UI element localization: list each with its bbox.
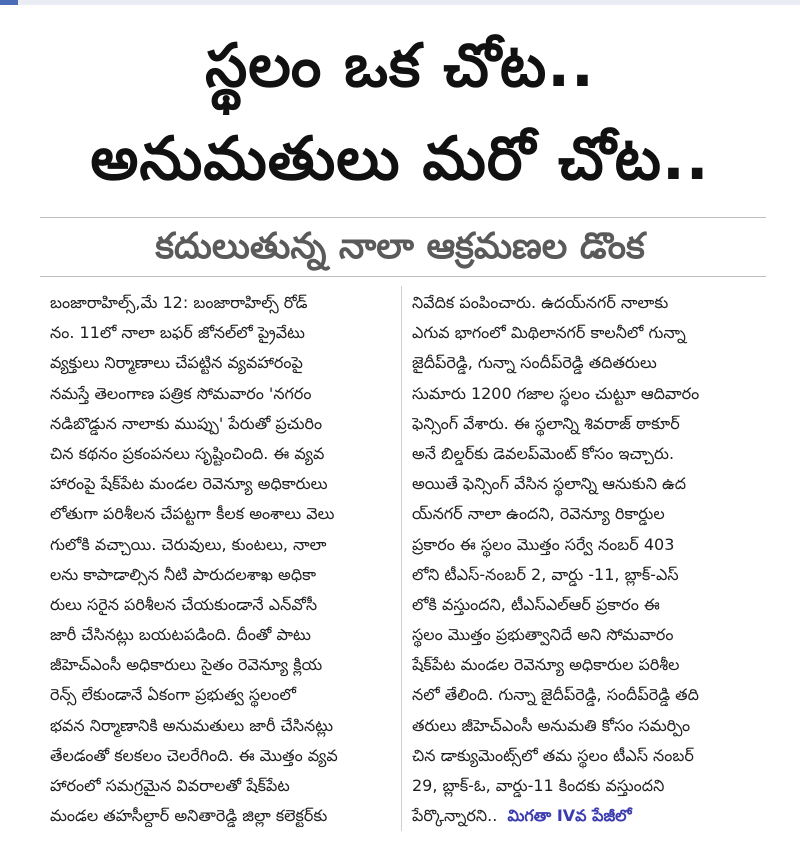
text-line: షేక్‌పేట మండల రెవెన్యూ అధికారుల పరిశీల [412,655,680,675]
text-line: నలో తేలింది. గున్నా జైదీప్‌రెడ్డి, సందీప్‌రెడ్డి తది [412,685,699,705]
text-line: రెన్స్ లేకుండానే ఏకంగా ప్రభుత్వ స్థలంలో [50,685,297,705]
text-line: చిన డాక్యుమెంట్స్‌లో తమ స్థలం టీఎస్ నంబర్ [412,745,694,765]
text-line: రులు సరైన పరిశీలన చేయకుండానే ఎన్‌వోసీ [50,594,318,614]
text-line: జైదీప్‌రెడ్డి, గున్నా సందీప్‌రెడ్డి తదితరులు [412,353,657,373]
article-column-right [412,288,762,831]
text-line: మండల తహసీల్దార్ అనితారెడ్డి జిల్లా కలెక్టర్‌కు [50,806,328,826]
text-line: ప్రకారం ఈ స్థలం మొత్తం సర్వే నంబర్ 403 [412,534,675,554]
text-line: అనే బిల్డర్‌కు డెవలప్‌మెంట్ కోసం ఇచ్చారు. [412,443,675,463]
text-line: ఎగువ భాగంలో మిథిలానగర్ కాలనీలో గున్నా [412,323,686,343]
subheadline: కదులుతున్న నాలా ఆక్రమణల డొంక [155,226,645,267]
continued-on-page-note[interactable]: మిగతా IVవ పేజీలో [507,806,632,826]
text-line: 29, బ్లాక్-ఓ, వార్డు-11 కిందకు వస్తుందని [412,776,665,795]
text-line: య్‌నగర్ నాలా ఉందని, రెవెన్యూ రికార్డుల [412,504,665,524]
subheadline-top-rule [40,217,766,218]
headline-line-1: స్థలం ఒక చోట.. [205,31,595,101]
text-line-end: పేర్కొన్నారని.. [412,806,498,826]
top-edge-strip [0,0,800,5]
column-divider [401,286,402,831]
text-line: జారీ చేసినట్లు బయటపడింది. దీంతో పాటు [50,625,311,645]
text-line: తేలడంతో కలకలం చెలరేగింది. ఈ మొత్తం వ్యవ [50,745,338,765]
text-line: బంజారాహిల్స్,మే 12: బంజారాహిల్స్ రోడ్ [50,293,308,312]
last-text-line [412,801,762,831]
text-line: చిన కథనం ప్రకంపనలు సృష్టించింది. ఈ వ్యవ [50,443,325,463]
subheadline-bottom-rule [40,276,766,277]
text-line: హారంపై షేక్‌పేట మండల రెవెన్యూ అధికారులు [50,474,328,494]
text-line: తరులు జీహెచ్‌ఎంసీ అనుమతి కోసం సమర్పిం [412,715,691,735]
text-line: వ్యక్తులు నిర్మాణాలు చేపట్టిన వ్యవహారంపై [50,353,303,373]
text-line: లోకి వస్తుందని, టీఎస్‌ఎల్‌ఆర్ ప్రకారం ఈ [412,594,660,614]
headline-line-2: అనుమతులు మరో చోట.. [90,124,710,194]
corner-mark [0,0,18,5]
article-column-left [50,288,395,831]
text-line: ఫెన్సింగ్ వేశారు. ఈ స్థలాన్ని శివరాజ్ ఠాకూర్ [412,413,680,433]
text-line: సుమారు 1200 గజాల స్థలం చుట్టూ ఆదివారం [412,383,700,403]
text-line: నడిబొడ్డున నాలాకు ముప్పు' పేరుతో ప్రచురిం [50,413,323,433]
text-line: లోతుగా పరిశీలన చేపట్టగా కీలక అంశాలు వెలు [50,504,335,524]
text-line: హారంలో సమగ్రమైన వివరాలతో షేక్‌పేట [50,776,290,795]
text-line: స్థలం మొత్తం ప్రభుత్వానిదే అని సోమవారం [412,625,674,645]
text-line: భవన నిర్మాణానికి అనుమతులు జారీ చేసినట్లు [50,715,334,735]
text-line: నమస్తే తెలంగాణ పత్రిక సోమవారం 'నగరం [50,383,312,403]
text-line: లను కాపాడాల్సిన నీటి పారుదలశాఖ అధికా [50,564,317,584]
text-line: నం. 11లో నాలా బఫర్ జోనల్‌లో ప్రైవేటు [50,323,305,343]
text-line: నివేదిక పంపించారు. ఉదయ్‌నగర్ నాలాకు [412,293,669,312]
text-line: గులోకి వచ్చాయి. చెరువులు, కుంటలు, నాలా [50,534,327,554]
text-line: జీహెచ్‌ఎంసీ అధికారులు సైతం రెవెన్యూ క్లియ [50,655,323,675]
text-line: లోని టీఎస్-నంబర్ 2, వార్డు -11, బ్లాక్-ఎస్ [412,564,679,584]
text-line: అయితే ఫెన్సింగ్ వేసిన స్థలాన్ని ఆనుకుని ఉద [412,474,687,494]
